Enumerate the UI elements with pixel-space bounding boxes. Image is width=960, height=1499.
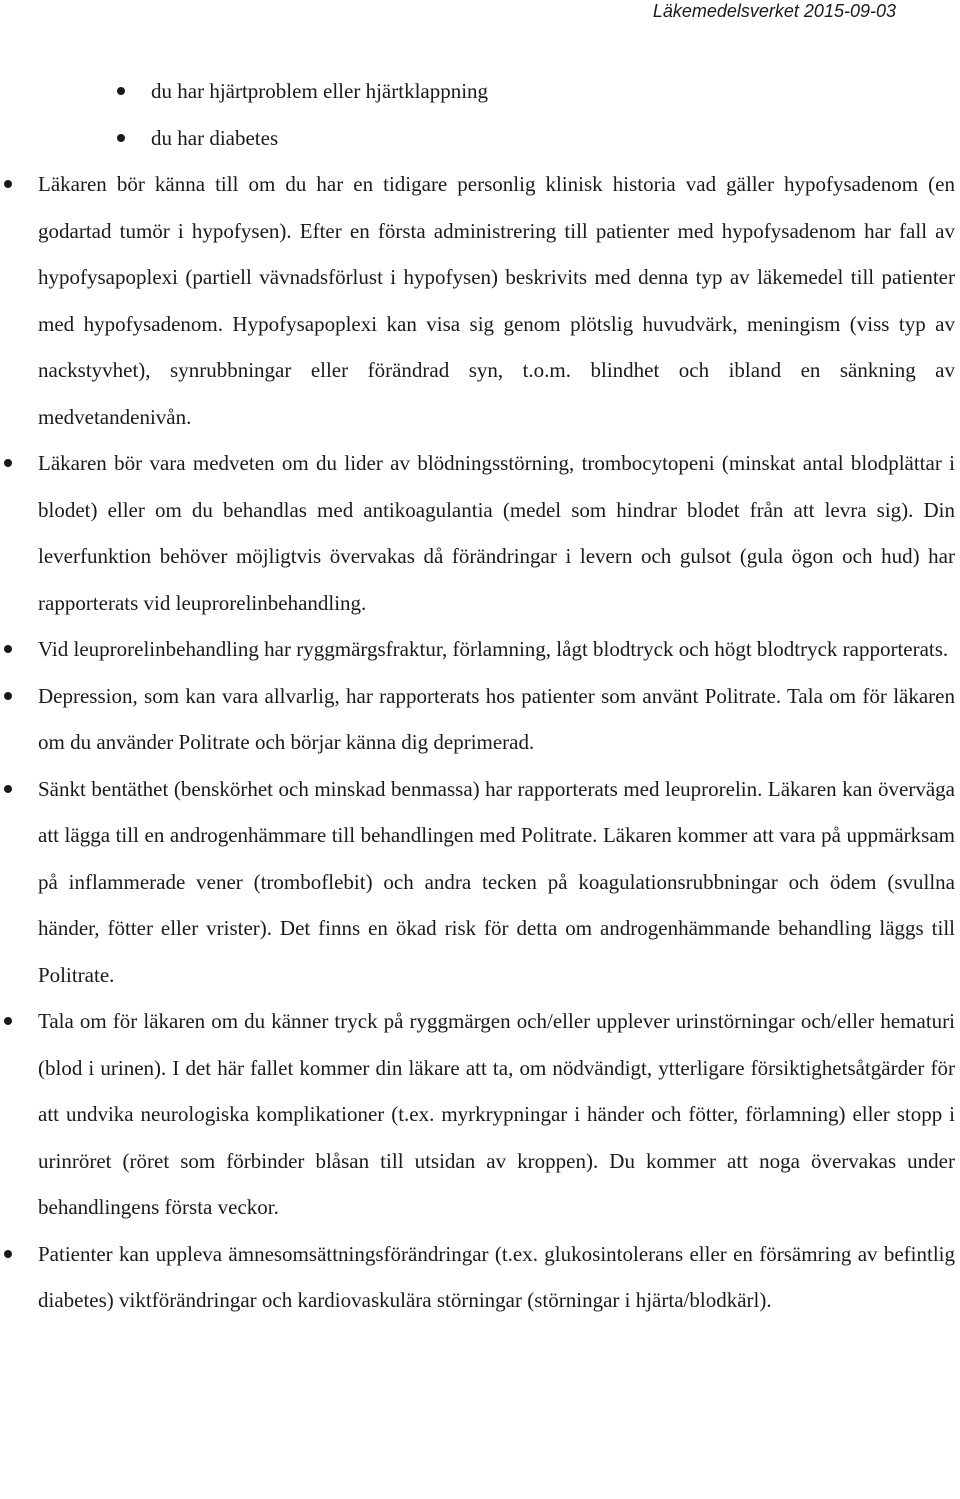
list-item: Vid leuprorelinbehandling har ryggmärgsfraktur, förlamning, lågt blodtryck och högt blodtryck rapporterats. — [0, 626, 960, 673]
list-item: Patienter kan uppleva ämnesomsättningsförändringar (t.ex. glukosintolerans eller en försämring av befintlig diabetes) viktförändringar och kardiovaskulära störningar (störningar i hjärta/blodkärl). — [0, 1231, 960, 1324]
list-item: Depression, som kan vara allvarlig, har rapporterats hos patienter som använt Politrate. Tala om för läkaren om du använder Politrate och börjar känna dig deprimerad. — [0, 673, 960, 766]
list-item: du har diabetes — [0, 115, 960, 162]
list-item: Läkaren bör känna till om du har en tidigare personlig klinisk historia vad gäller hypofysadenom (en godartad tumör i hypofysen). Efter en första administrering till patienter med hypofysadenom har fall av hypofysapoplexi (partiell vävnadsförlust i hypofysen) beskrivits med denna typ av läkemedel till patienter med hypofysadenom. Hypofysapoplexi kan visa sig genom plötslig huvudvärk, meningism (viss typ av nackstyvhet), synrubbningar eller förändrad syn, t.o.m. blindhet och ibland en sänkning av medvetandenivån. — [0, 161, 960, 440]
page-header-date: Läkemedelsverket 2015-09-03 — [652, 1, 896, 21]
list-item: du har hjärtproblem eller hjärtklappning — [0, 68, 960, 115]
list-item: Läkaren bör vara medveten om du lider av blödningsstörning, trombocytopeni (minskat antal blodplättar i blodet) eller om du behandlas med antikoagulantia (medel som hindrar blodet från att levra sig). Din leverfunktion behöver möjligtvis övervakas då förändringar i levern och gulsot (gula ögon och hud) har rapporterats vid leuprorelinbehandling. — [0, 440, 960, 626]
list-item: Tala om för läkaren om du känner tryck på ryggmärgen och/eller upplever urinstörningar och/eller hematuri (blod i urinen). I det här fallet kommer din läkare att ta, om nödvändigt, ytterligare försiktighetsåtgärder för att undvika neurologiska komplikationer (t.ex. myrkrypningar i händer och fötter, förlamning) eller stopp i urinröret (röret som förbinder blåsan till utsidan av kroppen). Du kommer att noga övervakas under behandlingens första veckor. — [0, 998, 960, 1231]
nested-bullet-list — [0, 68, 960, 161]
list-item: Sänkt bentäthet (benskörhet och minskad benmassa) har rapporterats med leuprorelin. Läkaren kan överväga att lägga till en androgenhämmare till behandlingen med Politrate. Läkaren kommer att vara på uppmärksam på inflammerade vener (tromboflebit) och andra tecken på koagulationsrubbningar och ödem (svullna händer, fötter eller vrister). Det finns en ökad risk för detta om androgenhämmande behandling läggs till Politrate. — [0, 766, 960, 999]
document-body — [0, 68, 960, 1324]
bullet-list — [0, 161, 960, 1324]
